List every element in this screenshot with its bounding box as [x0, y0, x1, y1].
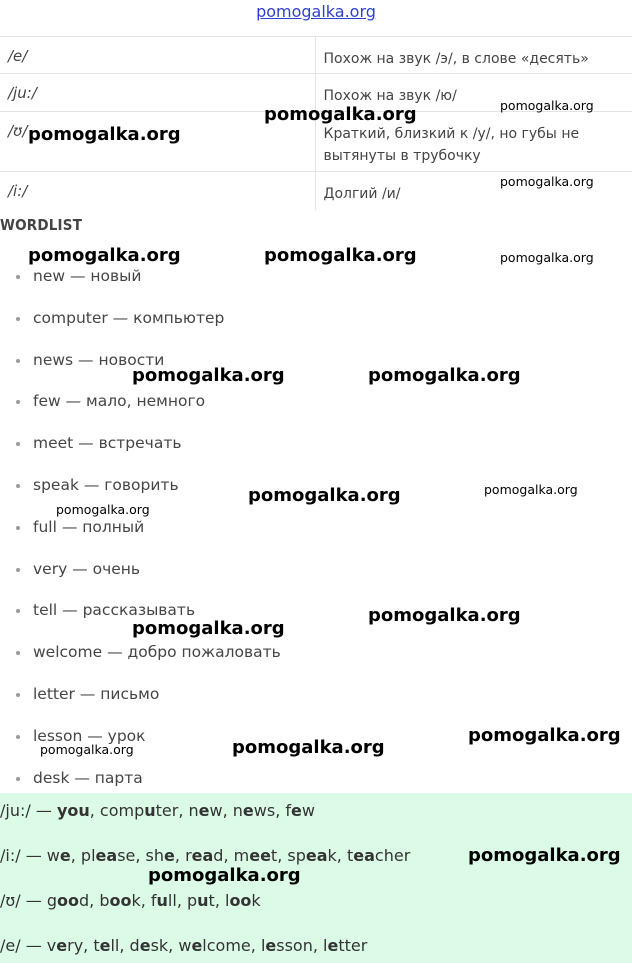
watermark: pomogalka.org — [232, 737, 385, 758]
sound-group-u: /ʊ/ — good, book, full, put, look — [0, 891, 261, 910]
word-entry: news — новости — [33, 350, 165, 369]
watermark: pomogalka.org — [28, 124, 181, 145]
bullet-icon — [16, 275, 20, 279]
watermark: pomogalka.org — [28, 245, 181, 266]
word-entry: new — новый — [33, 267, 142, 285]
word-entry: meet — встречать — [33, 434, 182, 453]
bullet-icon — [16, 735, 20, 739]
watermark: pomogalka.org — [56, 502, 150, 517]
watermark: pomogalka.org — [484, 482, 578, 497]
watermark: pomogalka.org — [368, 605, 521, 626]
bullet-icon — [16, 693, 20, 697]
word-entry: speak — говорить — [33, 475, 179, 494]
bullet-icon — [16, 651, 20, 655]
watermark: pomogalka.org — [40, 742, 134, 757]
list-item — [0, 638, 281, 680]
bullet-icon — [16, 526, 20, 530]
phonetic-symbol: /e/ — [0, 37, 315, 74]
watermark: pomogalka.org — [264, 104, 417, 125]
list-item — [0, 262, 281, 304]
phonetic-symbol: /i:/ — [0, 172, 315, 210]
bullet-icon — [16, 317, 20, 321]
watermark: pomogalka.org — [468, 845, 621, 866]
table-row — [0, 37, 632, 74]
word-entry: computer — компьютер — [33, 308, 225, 327]
watermark: pomogalka.org — [500, 250, 594, 265]
phonetic-description: Краткий, близкий к /у/, но губы не вытянуты в трубочку — [315, 112, 632, 172]
watermark: pomogalka.org — [132, 365, 285, 386]
word-entry: very — очень — [33, 559, 141, 578]
bullet-icon — [16, 609, 20, 613]
bullet-icon — [16, 777, 20, 781]
list-item — [0, 387, 281, 429]
phonetic-symbol: /ʊ/ — [0, 112, 315, 172]
word-entry: tell — рассказывать — [33, 601, 196, 620]
watermark: pomogalka.org — [148, 865, 301, 886]
word-entry: full — полный — [33, 517, 145, 536]
watermark: pomogalka.org — [368, 365, 521, 386]
watermark: pomogalka.org — [132, 618, 285, 639]
list-item — [0, 304, 281, 346]
phonetic-symbol: /ju:/ — [0, 74, 315, 112]
wordlist-heading: WORDLIST — [0, 216, 83, 234]
word-entry: few — мало, немного — [33, 392, 206, 411]
sound-groups-panel — [0, 793, 632, 963]
site-header-link[interactable]: pomogalka.org — [256, 2, 376, 21]
watermark: pomogalka.org — [500, 98, 594, 113]
phonetic-description: Долгий /и/ — [315, 172, 632, 210]
list-item — [0, 513, 281, 555]
watermark: pomogalka.org — [500, 174, 594, 189]
bullet-icon — [16, 359, 20, 363]
sound-group-ju: /ju:/ — you, computer, new, news, few — [0, 801, 315, 820]
bullet-icon — [16, 442, 20, 446]
bullet-icon — [16, 400, 20, 404]
word-entry: desk — парта — [33, 768, 143, 787]
word-entry: lesson — урок — [33, 726, 146, 745]
sound-group-e: /e/ — very, tell, desk, welcome, lesson, letter — [0, 936, 368, 955]
sound-group-i: /i:/ — we, please, she, read, meet, speak, teacher — [0, 846, 411, 865]
bullet-icon — [16, 568, 20, 572]
list-item — [0, 555, 281, 597]
watermark: pomogalka.org — [468, 725, 621, 746]
list-item — [0, 429, 281, 471]
wordlist — [0, 262, 281, 805]
phonetic-description: Похож на звук /ю/ — [315, 74, 632, 112]
watermark: pomogalka.org — [248, 485, 401, 506]
word-entry: letter — письмо — [33, 684, 160, 703]
phonetic-description: Похож на звук /э/, в слове «десять» — [315, 37, 632, 74]
list-item — [0, 680, 281, 722]
bullet-icon — [16, 484, 20, 488]
watermark: pomogalka.org — [264, 245, 417, 266]
word-entry: welcome — добро пожаловать — [33, 643, 281, 662]
